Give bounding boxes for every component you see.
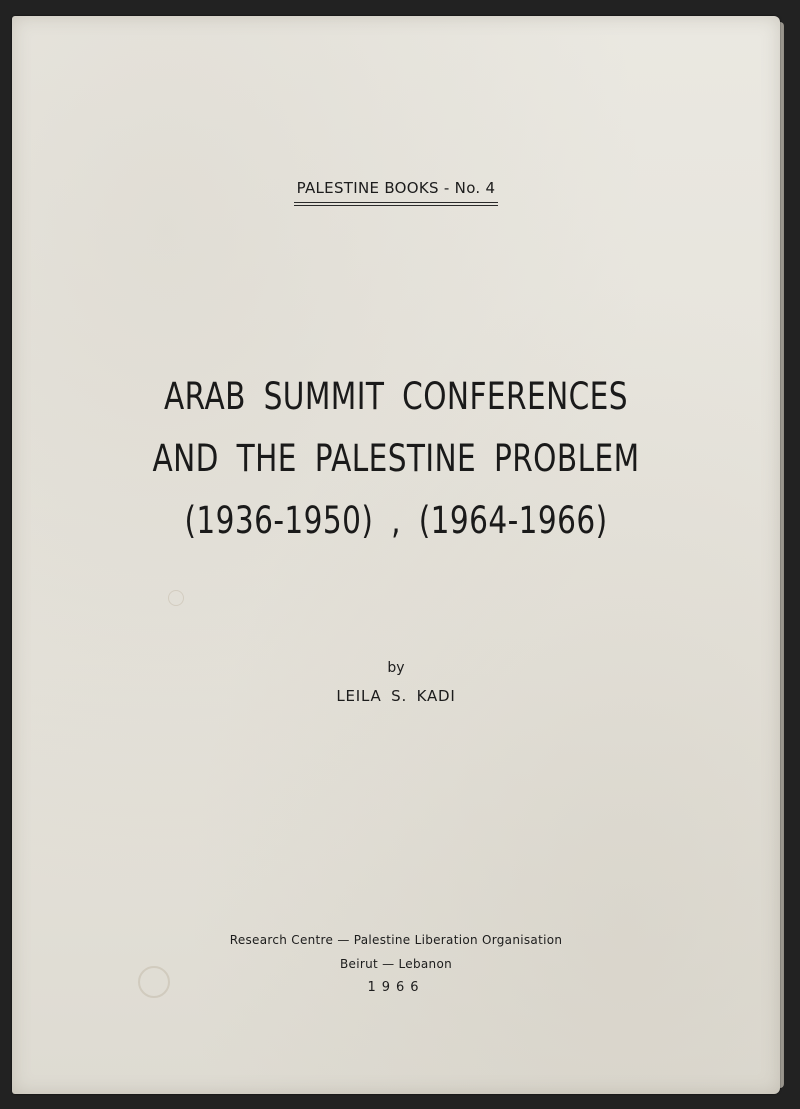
publisher-name: Research Centre — Palestine Liberation Organisation [229,933,563,947]
publisher-location: Beirut — Lebanon [339,957,452,971]
author-name: LEILA S. KADI [336,687,456,705]
series-label [12,178,780,206]
title-line-3: (1936-1950) , (1964-1966) [184,499,608,542]
publication-year: 1966 [367,980,425,995]
title-line-1: ARAB SUMMIT CONFERENCES [164,375,628,418]
publisher-block [12,928,780,1000]
title-line-2: AND THE PALESTINE PROBLEM [152,437,640,480]
series-text: PALESTINE BOOKS - No. 4 [294,179,499,206]
paper-stain [168,590,184,606]
book-cover [12,16,780,1094]
book-title [89,366,703,552]
by-label: by [387,660,405,676]
